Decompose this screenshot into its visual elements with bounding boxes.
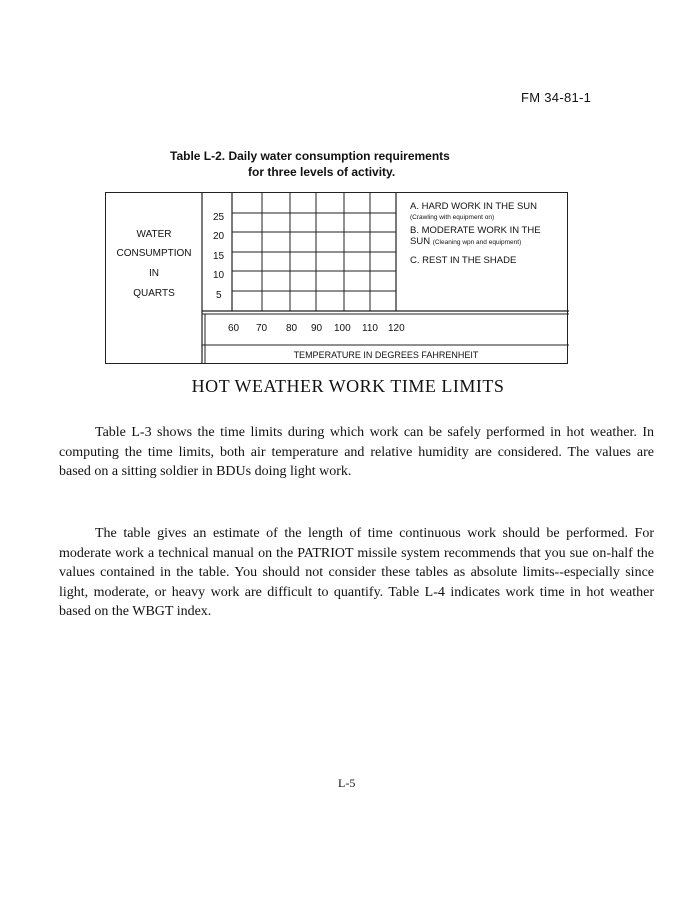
x-axis-label: TEMPERATURE IN DEGREES FAHRENHEIT (293, 350, 479, 360)
x-tick-label: 110 (362, 323, 378, 334)
legend-label-continued: SUN (410, 236, 431, 247)
ylabel-line-2: CONSUMPTION (116, 248, 192, 259)
table-caption-line-2: for three levels of activity. (248, 165, 396, 179)
ylabel-line-3: IN (149, 268, 159, 279)
paragraph (59, 524, 654, 622)
x-tick-label: 100 (334, 323, 351, 334)
legend-label: A. HARD WORK IN THE SUN (410, 201, 538, 212)
y-tick-label: 20 (213, 231, 225, 242)
legend-note: (Cleaning wpn and equipment) (432, 239, 522, 246)
water-consumption-chart (105, 192, 568, 364)
paragraph-text: Table L-3 shows the time limits during which work can be safely performed in hot weather. In computing the time limits, both air temperature and relative humidity are considered. The values are based on a sitting soldier in BDUs doing light work. (59, 425, 654, 479)
paragraph (59, 423, 654, 482)
y-tick-label: 10 (213, 270, 225, 281)
table-caption (170, 148, 510, 180)
legend-item-c (410, 255, 516, 266)
paragraph-text: The table gives an estimate of the length of time continuous work should be performed. For moderate work a technical manual on the PATRIOT missile system recommends that you sue on-half the values contained in the table. You should not consider these tables as absolute limits--especially since light, moderate, or heavy work are difficult to quantify. Table L-4 indicates work time in hot weather based on the WBGT index. (59, 526, 654, 619)
y-tick-label: 25 (213, 212, 225, 223)
legend-item-a (410, 201, 537, 223)
x-tick-label: 70 (256, 323, 268, 334)
y-tick-label: 5 (216, 290, 222, 301)
legend-label: C. REST IN THE SHADE (410, 255, 517, 266)
x-tick-label: 80 (286, 323, 298, 334)
x-tick-label: 90 (311, 323, 323, 334)
page-number: L-5 (338, 776, 356, 790)
section-title: HOT WEATHER WORK TIME LIMITS (191, 376, 505, 396)
document-reference: FM 34-81-1 (521, 90, 592, 105)
ylabel-line-4: QUARTS (133, 288, 175, 299)
x-tick-label: 60 (228, 323, 240, 334)
x-tick-label: 120 (388, 323, 405, 334)
legend-label: B. MODERATE WORK IN THE (410, 225, 541, 236)
table-caption-line-1: Table L-2. Daily water consumption requirements (170, 149, 450, 163)
y-tick-label: 15 (213, 251, 225, 262)
ylabel-line-1: WATER (136, 229, 172, 240)
legend-note: (Crawling with equipment on) (410, 214, 495, 221)
legend-item-b (410, 225, 541, 248)
